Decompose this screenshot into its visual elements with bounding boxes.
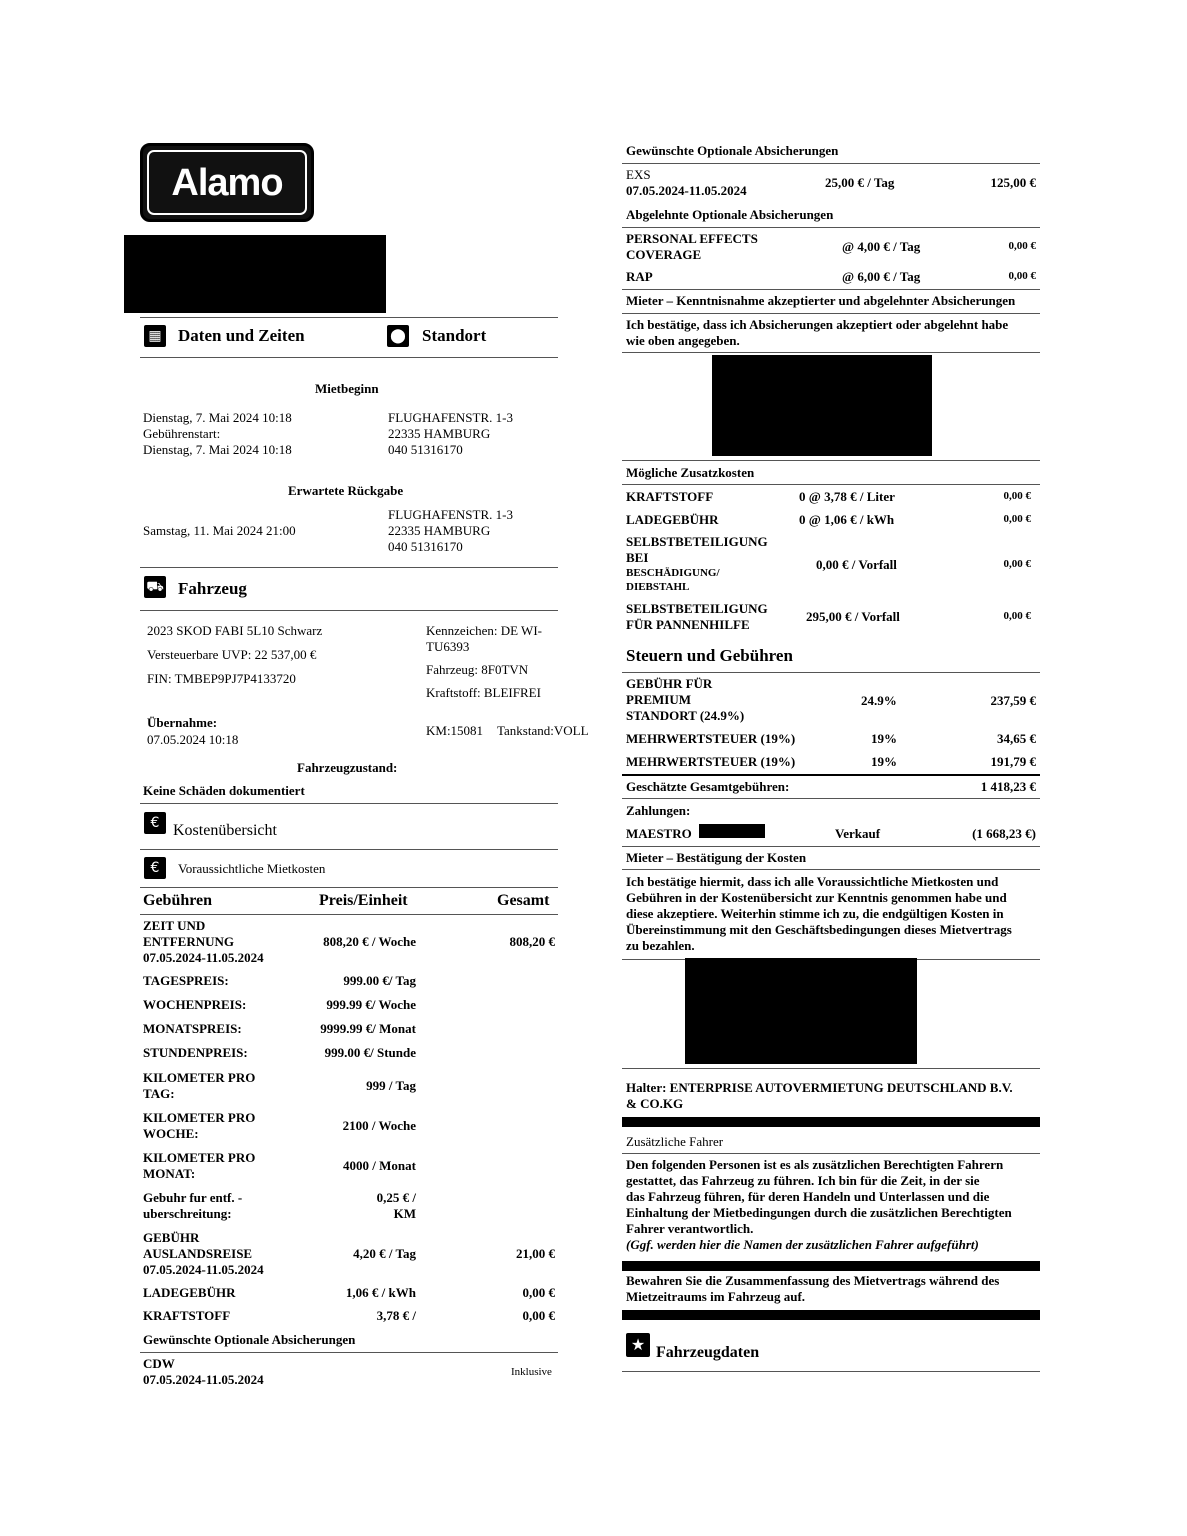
- est-label: Geschätzte Gesamtgebühren:: [626, 779, 790, 794]
- maestro-label: MAESTRO: [626, 826, 692, 841]
- euro-icon: €: [144, 857, 166, 879]
- holder-text: Halter: ENTERPRISE AUTOVERMIETUNG DEUTSCHLAND B.V. & CO.KG: [626, 1080, 1013, 1111]
- return-location: FLUGHAFENSTR. 1-3 22335 HAMBURG 040 51316170: [388, 507, 513, 554]
- tank-level: Tankstand:VOLL: [497, 723, 589, 738]
- confirm-title: Mieter – Bestätigung der Kosten: [626, 850, 807, 865]
- breakdown-unit: 295,00 € / Vorfall: [806, 609, 900, 624]
- cost-row-label: TAGESPREIS:: [143, 973, 229, 988]
- cost-row-label: KILOMETER PRO WOCHE:: [143, 1110, 256, 1141]
- add-drivers-note: (Ggf. werden hier die Namen der zusätzlichen Fahrer aufgeführt): [626, 1237, 979, 1252]
- optional-title-left: Gewünschte Optionale Absicherungen: [143, 1332, 356, 1347]
- pec-label: PERSONAL EFFECTS COVERAGE: [626, 231, 758, 262]
- rap-unit: @ 6,00 € / Tag: [842, 269, 921, 284]
- signature-redacted: [712, 355, 932, 456]
- declined-title: Abgelehnte Optionale Absicherungen: [626, 207, 834, 222]
- condition-value: Keine Schäden dokumentiert: [143, 783, 305, 798]
- maestro-type: Verkauf: [835, 826, 881, 841]
- vat2-label: MEHRWERTSTEUER (19%): [626, 754, 796, 769]
- pec-total: 0,00 €: [1008, 240, 1036, 252]
- cost-row-label: Gebuhr fur entf. - uberschreitung:: [143, 1190, 243, 1221]
- condition-label: Fahrzeugzustand:: [297, 760, 398, 775]
- premium-rate: 24.9%: [861, 693, 897, 708]
- start-location: FLUGHAFENSTR. 1-3 22335 HAMBURG 040 51316170: [388, 410, 513, 457]
- vehicle-info-left: 2023 SKOD FABI 5L10 Schwarz Versteuerbare UVP: 22 537,00 € FIN: TMBEP9PJ7P4133720: [147, 623, 323, 686]
- col-fees: Gebühren: [143, 892, 213, 909]
- cost-row-unit: 999.99 €/ Woche: [326, 997, 416, 1012]
- vehicle-title: Fahrzeug: [178, 579, 247, 598]
- premium-total: 237,59 €: [990, 693, 1036, 708]
- premium-label: GEBÜHR FÜR PREMIUM STANDORT (24.9%): [626, 676, 745, 723]
- cost-row-unit: 3,78 € /: [376, 1308, 416, 1323]
- expected-costs-title: Voraussichtliche Mietkosten: [178, 861, 326, 876]
- km-reading: KM:15081: [426, 723, 484, 738]
- cost-row-total: 808,20 €: [509, 934, 555, 949]
- signature-redacted: [685, 958, 917, 1064]
- payments-label: Zahlungen:: [626, 803, 691, 818]
- rental-start-label: Mietbeginn: [315, 381, 379, 396]
- cost-row-unit: 999.00 €/ Stunde: [324, 1045, 416, 1060]
- rap-total: 0,00 €: [1008, 270, 1036, 282]
- calendar-icon: ▦: [144, 325, 166, 347]
- pickup-date: 07.05.2024 10:18: [147, 732, 239, 747]
- cost-row-unit: 4000 / Monat: [343, 1158, 416, 1173]
- cost-row-unit: 808,20 € / Woche: [323, 934, 416, 949]
- cost-title: Kostenübersicht: [173, 822, 277, 839]
- cost-row-label: KRAFTSTOFF: [143, 1308, 231, 1323]
- breakdown-label: SELBSTBETEILIGUNG FÜR PANNENHILFE: [626, 601, 768, 632]
- vehicle-data-title: Fahrzeugdaten: [656, 1344, 760, 1361]
- divider-bar: [622, 1310, 1040, 1320]
- vat1-rate: 19%: [871, 731, 897, 746]
- car-icon: ⛟: [144, 576, 166, 598]
- cost-row-total: 0,00 €: [522, 1308, 555, 1323]
- charge-total: 0,00 €: [1003, 513, 1031, 525]
- extra-costs-title: Mögliche Zusatzkosten: [626, 465, 755, 480]
- cost-row-label: GEBÜHR AUSLANDSREISE 07.05.2024-11.05.2024: [143, 1230, 264, 1277]
- col-total: Gesamt: [497, 892, 550, 909]
- vat2-total: 191,79 €: [990, 754, 1036, 769]
- card-number-redacted: [699, 824, 765, 838]
- damage-label: SELBSTBETEILIGUNG BEI BESCHÄDIGUNG/ DIEBSTAHL: [626, 534, 768, 593]
- est-total: 1 418,23 €: [980, 779, 1036, 794]
- optional-title-right: Gewünschte Optionale Absicherungen: [626, 143, 839, 158]
- keep-text: Bewahren Sie die Zusammenfassung des Mietvertrags während des Mietzeitraums im Fahrzeug auf.: [626, 1273, 1000, 1304]
- return-label: Erwartete Rückgabe: [288, 483, 404, 498]
- fuel-total: 0,00 €: [1003, 490, 1031, 502]
- cost-row-label: KILOMETER PRO MONAT:: [143, 1150, 256, 1181]
- star-icon: ★: [626, 1333, 650, 1357]
- cost-row-label: STUNDENPREIS:: [143, 1045, 248, 1060]
- cost-row-label: WOCHENPREIS:: [143, 997, 247, 1012]
- rap-label: RAP: [626, 269, 653, 284]
- cost-row-label: MONATSPREIS:: [143, 1021, 242, 1036]
- cost-row-unit: 999 / Tag: [366, 1078, 416, 1093]
- fuel-label: KRAFTSTOFF: [626, 489, 714, 504]
- cost-row-label: KILOMETER PRO TAG:: [143, 1070, 256, 1101]
- divider-bar: [622, 1117, 1040, 1127]
- maestro-total: (1 668,23 €): [972, 826, 1036, 841]
- cost-row-unit: 4,20 € / Tag: [353, 1246, 416, 1261]
- dates-title: Daten und Zeiten: [178, 326, 305, 345]
- cost-row-total: 21,00 €: [516, 1246, 555, 1261]
- add-drivers-title: Zusätzliche Fahrer: [626, 1134, 724, 1149]
- vat1-total: 34,65 €: [997, 731, 1036, 746]
- cdw-value: Inklusive: [511, 1366, 552, 1378]
- cost-row-total: 0,00 €: [522, 1285, 555, 1300]
- damage-unit: 0,00 € / Vorfall: [816, 557, 897, 572]
- pec-unit: @ 4,00 € / Tag: [842, 239, 921, 254]
- cost-row-unit: 999.00 €/ Tag: [343, 973, 416, 988]
- cost-row-unit: 2100 / Woche: [342, 1118, 416, 1133]
- ack-text: Ich bestätige, dass ich Absicherungen akzeptiert oder abgelehnt habe wie oben angegeben.: [626, 317, 1009, 348]
- alamo-logo: [140, 143, 314, 222]
- euro-icon: €: [144, 812, 166, 834]
- vat1-label: MEHRWERTSTEUER (19%): [626, 731, 796, 746]
- cost-row-unit: 0,25 € / KM: [376, 1190, 416, 1221]
- confirm-text: Ich bestätige hiermit, dass ich alle Voraussichtliche Mietkosten und Gebühren in der Kostenübersicht zur Kenntnis genommen habe und diese akzeptiere. Weiterhin stimme ich zu, die endgültigen Kosten in Übereinstimmung mit den Geschäftsbedingungen dieses Mietvertrags zu bezahlen.: [626, 874, 1012, 953]
- cost-row-unit: 1,06 € / kWh: [345, 1285, 416, 1300]
- cost-row-unit: 9999.99 €/ Monat: [320, 1021, 416, 1036]
- damage-total: 0,00 €: [1003, 558, 1031, 570]
- return-date: Samstag, 11. Mai 2024 21:00: [143, 523, 296, 538]
- pickup-label: Übernahme:: [147, 715, 218, 730]
- taxes-title: Steuern und Gebühren: [626, 646, 793, 665]
- breakdown-total: 0,00 €: [1003, 610, 1031, 622]
- exs-unit: 25,00 € / Tag: [825, 175, 895, 190]
- divider-bar: [622, 1261, 1040, 1271]
- location-title: Standort: [422, 326, 487, 345]
- vat2-rate: 19%: [871, 754, 897, 769]
- charge-label: LADEGEBÜHR: [626, 512, 719, 527]
- cost-row-label: ZEIT UND ENTFERNUNG 07.05.2024-11.05.2024: [143, 918, 264, 965]
- fuel-unit: 0 @ 3,78 € / Liter: [799, 489, 895, 504]
- add-drivers-text: Den folgenden Personen ist es als zusätzlichen Berechtigten Fahrern gestattet, das Fahrzeug zu führen. Ich bin für die Zeit, in der sie das Fahrzeug führen, für deren Handeln und Unterlassen und die Einhaltung der Mietbedingungen durch die zusätzlichen Berechtigten Fahrer verantwortlich.: [626, 1157, 1012, 1236]
- vehicle-info-right: Kennzeichen: DE WI- TU6393 Fahrzeug: 8F0TVN Kraftstoff: BLEIFREI: [426, 623, 542, 700]
- cdw-row: CDW 07.05.2024-11.05.2024: [143, 1356, 264, 1387]
- location-pin-icon: ⬤: [387, 325, 409, 347]
- redacted-block: [124, 235, 386, 313]
- exs-total: 125,00 €: [990, 175, 1036, 190]
- logo-text: Alamo: [171, 162, 283, 204]
- charge-unit: 0 @ 1,06 € / kWh: [799, 512, 895, 527]
- start-dates: Dienstag, 7. Mai 2024 10:18 Gebührenstart: Dienstag, 7. Mai 2024 10:18: [143, 410, 292, 457]
- exs-row: EXS 07.05.2024-11.05.2024: [626, 167, 747, 198]
- cost-row-label: LADEGEBÜHR: [143, 1285, 236, 1300]
- ack-title: Mieter – Kenntnisnahme akzeptierter und abgelehnter Absicherungen: [626, 293, 1016, 308]
- col-unit: Preis/Einheit: [319, 892, 408, 909]
